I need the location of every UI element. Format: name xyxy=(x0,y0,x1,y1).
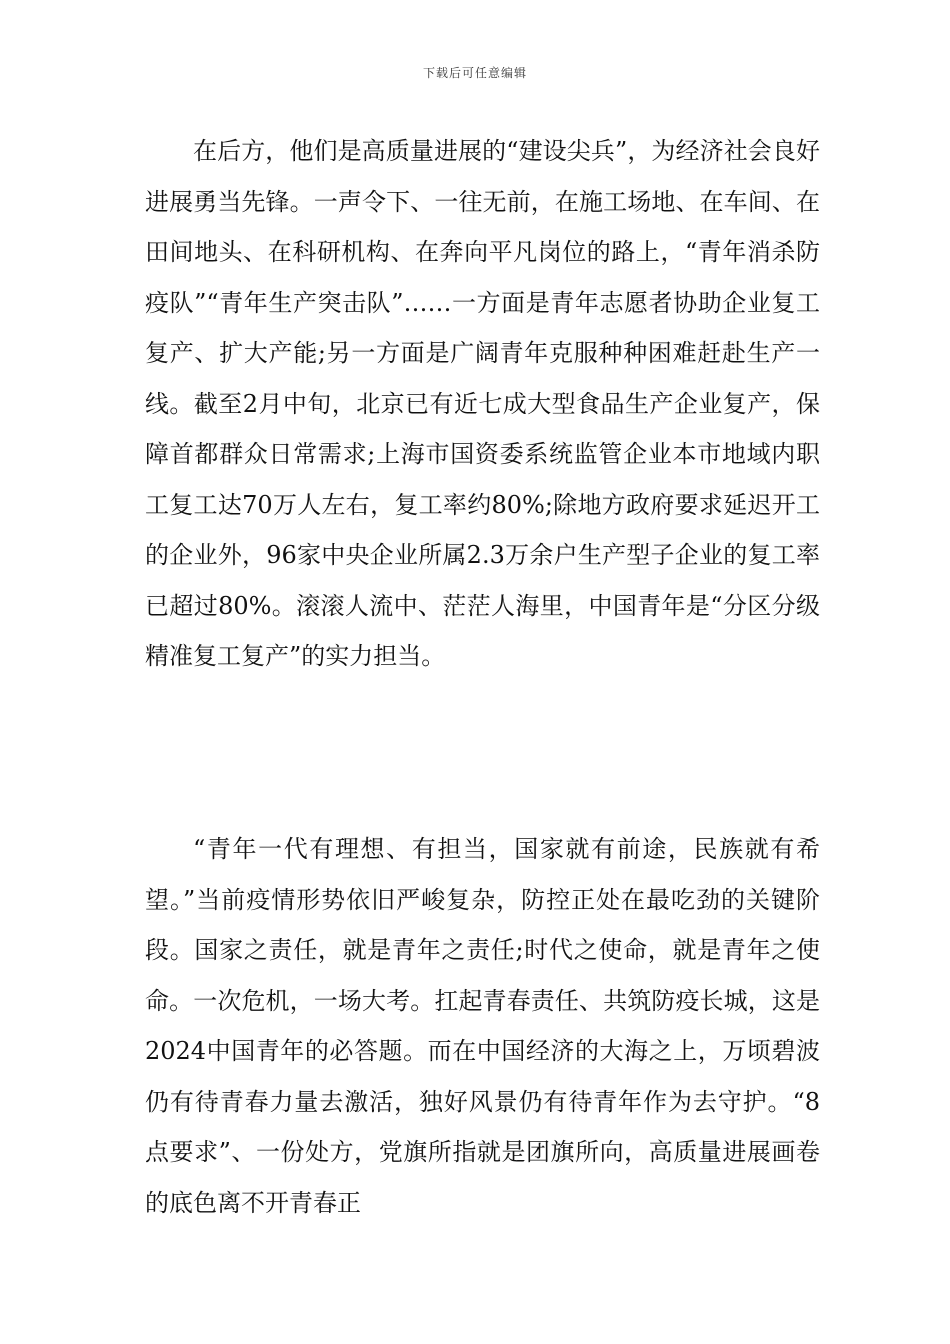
page-header-note: 下载后可任意编辑 xyxy=(422,66,527,80)
body-paragraph-1: 在后方，他们是高质量进展的“建设尖兵”，为经济社会良好进展勇当先锋。一声令下、一往无前，在施工场地、在车间、在田间地头、在科研机构、在奔向平凡岗位的路上，“青年消杀防疫队”“青年生产突击队”……一方面是青年志愿者协助企业复工复产、扩大产能;另一方面是广阔青年克服种种困难赶赴生产一线。截至2月中旬，北京已有近七成大型食品生产企业复产，保障首都群众日常需求;上海市国资委系统监管企业本市地域内职工复工达70万人左右，复工率约80%;除地方政府要求延迟开工的企业外，96家中央企业所属2.3万余户生产型子企业的复工率已超过80%。滚滚人流中、茫茫人海里，中国青年是“分区分级精准复工复产”的实力担当。 xyxy=(145,137,820,670)
body-paragraph-2: “青年一代有理想、有担当，国家就有前途，民族就有希望。”当前疫情形势依旧严峻复杂，防控正处在最吃劲的关键阶段。国家之责任，就是青年之责任;时代之使命，就是青年之使命。一次危机，一场大考。扛起青春责任、共筑防疫长城，这是2024中国青年的必答题。而在中国经济的大海之上，万顷碧波仍有待青春力量去激活，独好风景仍有待青年作为去守护。“8点要求”、一份处方，党旗所指就是团旗所向，高质量进展画卷的底色离不开青春正 xyxy=(145,835,820,1217)
